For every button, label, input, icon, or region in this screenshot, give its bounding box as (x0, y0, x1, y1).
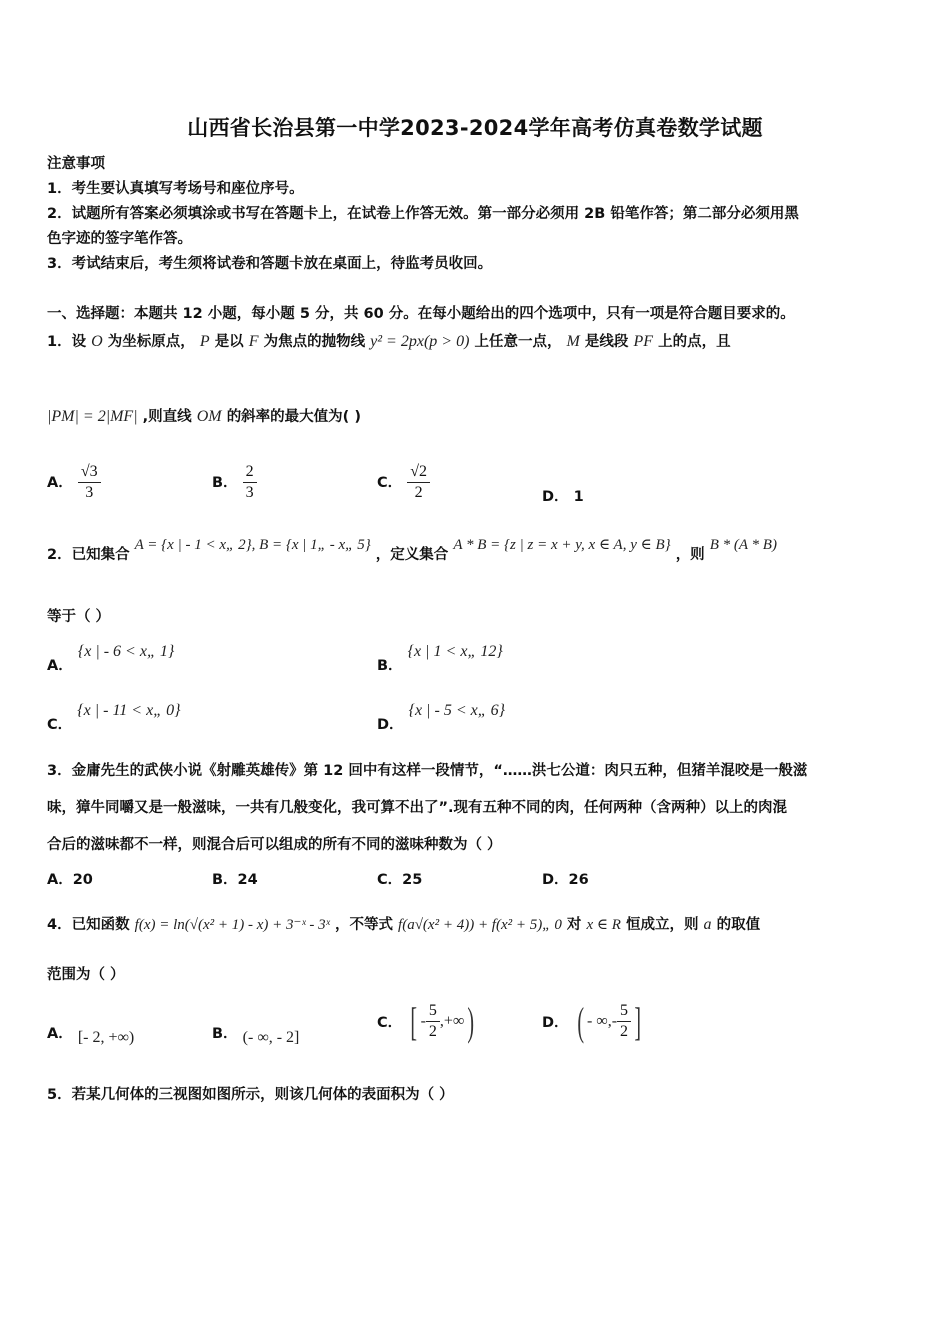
option-label: C． (377, 1015, 403, 1031)
q1-text: 的斜率的最大值为( ) (226, 409, 361, 425)
left-paren: ( (576, 999, 584, 1044)
math-P: P (199, 333, 210, 350)
q1-text: 1．设 (47, 334, 87, 350)
fraction: $\frac{2}{3}$ (243, 462, 257, 503)
question-5: 5．若某几何体的三视图如图所示，则该几何体的表面积为（ ） (47, 1087, 454, 1103)
fraction: $\frac{5}{2}$ (426, 1001, 440, 1042)
notice-heading: 注意事项 (47, 156, 105, 172)
q1-text: 为焦点的抛物线 (263, 334, 366, 350)
math-a: a (703, 916, 712, 933)
left-bracket: [ (410, 999, 418, 1044)
fraction: $\frac{5}{2}$ (617, 1001, 631, 1042)
q1-text: ,则直线 (142, 409, 192, 425)
question-3-line-3: 合后的滋味都不一样，则混合后可以组成的所有不同的滋味种数为（ ） (47, 837, 502, 853)
q1-text: 上任意一点， (474, 334, 562, 350)
question-1-line-2 (47, 405, 361, 426)
math-inequality: f(a√(x² + 4)) + f(x² + 5)„ 0 (398, 917, 562, 933)
math-sets: A = {x | - 1 < x„ 2}, B = {x | 1„ - x„ 5} (134, 537, 371, 553)
q1-option-c[interactable] (377, 462, 430, 503)
q2-option-b[interactable] (377, 640, 503, 674)
fraction: $\frac{√2}{2}$ (407, 462, 430, 503)
option-value: (- ∞, - 2] (242, 1029, 300, 1046)
option-label: B． (377, 658, 403, 674)
question-2-line-1 (47, 537, 777, 564)
option-part: - ∞,- (586, 1012, 618, 1030)
option-label: A． (47, 1026, 73, 1042)
notice-item: 1．考生要认真填写考场号和座位序号。 (47, 181, 304, 197)
q1-option-b[interactable] (212, 462, 257, 503)
section-heading: 一、选择题：本题共 12 小题，每小题 5 分，共 60 分。在每小题给出的四个选项中，只有一项是符合题目要求的。 (47, 306, 795, 322)
option-value: {x | - 11 < x„ 0} (77, 702, 181, 719)
option-value: {x | 1 < x„ 12} (407, 643, 503, 660)
fraction: $\frac{√3}{3}$ (78, 462, 101, 503)
option-value: [- 2, +∞) (77, 1029, 135, 1046)
q2-option-c[interactable] (47, 699, 181, 733)
question-3-line-1: 3．金庸先生的武侠小说《射雕英雄传》第 12 回中有这样一段情节，“……洪七公道：肉只五种，但猪羊混咬是一般滋 (47, 763, 808, 779)
option-part: - (420, 1012, 426, 1030)
math-domain: x ∈ R (586, 917, 621, 933)
math-set-def: A * B = {z | z = x + y, x ∈ A, y ∈ B} (453, 537, 671, 553)
option-value: {x | - 5 < x„ 6} (408, 702, 506, 719)
option-label: D． (377, 717, 404, 733)
q2-text: 2．已知集合 (47, 547, 130, 563)
math-expression: B * (A * B) (709, 537, 777, 553)
question-3-line-2: 味，獐牛同嚼又是一般滋味，一共有几般变化，我可算不出了”.现有五种不同的肉，任何两种（含两种）以上的肉混 (47, 800, 788, 816)
option-label: A． (47, 475, 73, 491)
q4-option-d[interactable] (542, 998, 644, 1045)
math-OM: OM (196, 408, 222, 425)
q2-option-a[interactable] (47, 640, 175, 674)
math-PF: PF (633, 333, 654, 350)
q4-text: 对 (566, 917, 582, 933)
option-label: D． (542, 1015, 569, 1031)
q4-option-c[interactable] (377, 998, 478, 1045)
q2-text: ，则 (675, 547, 705, 563)
notice-item: 色字迹的签字笔作答。 (47, 231, 192, 247)
option-label: C． (47, 717, 73, 733)
q2-text: ，定义集合 (375, 547, 449, 563)
option-label: A． (47, 658, 73, 674)
option-label: C． (377, 475, 403, 491)
q4-text: ，不等式 (334, 917, 393, 933)
q3-option-b[interactable]: B．24 (212, 872, 258, 888)
question-1-line-1 (47, 330, 731, 351)
right-bracket: ] (634, 999, 642, 1044)
option-label: B． (212, 1026, 238, 1042)
question-2-line-2: 等于（ ） (47, 609, 111, 625)
page-title: 山西省长治县第一中学2023-2024学年高考仿真卷数学试题 (187, 116, 763, 140)
option-part: ,+∞ (439, 1012, 465, 1030)
q3-option-c[interactable]: C．25 (377, 872, 423, 888)
option-value: {x | - 6 < x„ 1} (77, 643, 175, 660)
q4-option-a[interactable] (47, 1022, 135, 1046)
q4-option-b[interactable] (212, 1022, 300, 1046)
q3-option-d[interactable]: D．26 (542, 872, 589, 888)
math-F: F (248, 333, 259, 350)
q1-text: 为坐标原点， (107, 334, 195, 350)
q1-text: 上的点，且 (658, 334, 731, 350)
q1-text: 是以 (214, 334, 244, 350)
q1-option-d[interactable] (542, 485, 584, 506)
notice-item: 3．考试结束后，考生须将试卷和答题卡放在桌面上，待监考员收回。 (47, 256, 493, 272)
math-condition: |PM| = 2|MF| (47, 408, 138, 425)
question-4-line-2: 范围为（ ） (47, 967, 125, 983)
math-parabola: y² = 2px(p > 0) (370, 333, 470, 350)
right-paren: ) (467, 999, 475, 1044)
q4-text: 恒成立，则 (625, 917, 699, 933)
q1-option-a[interactable] (47, 462, 101, 503)
q4-text: 的取值 (716, 917, 761, 933)
q4-text: 4．已知函数 (47, 917, 130, 933)
option-label: B． (212, 475, 238, 491)
q2-option-d[interactable] (377, 699, 506, 733)
q3-option-a[interactable]: A．20 (47, 872, 93, 888)
math-O: O (91, 333, 103, 350)
q1-text: 是线段 (584, 334, 629, 350)
option-value: 1 (573, 489, 584, 505)
math-M: M (566, 333, 580, 350)
math-function: f(x) = ln(√(x² + 1) - x) + 3⁻ˣ - 3ˣ (134, 917, 330, 933)
option-label: D． (542, 489, 569, 505)
question-4-line-1 (47, 913, 760, 934)
notice-item: 2．试题所有答案必须填涂或书写在答题卡上，在试卷上作答无效。第一部分必须用 2B 铅笔作答；第二部分必须用黑 (47, 206, 799, 222)
